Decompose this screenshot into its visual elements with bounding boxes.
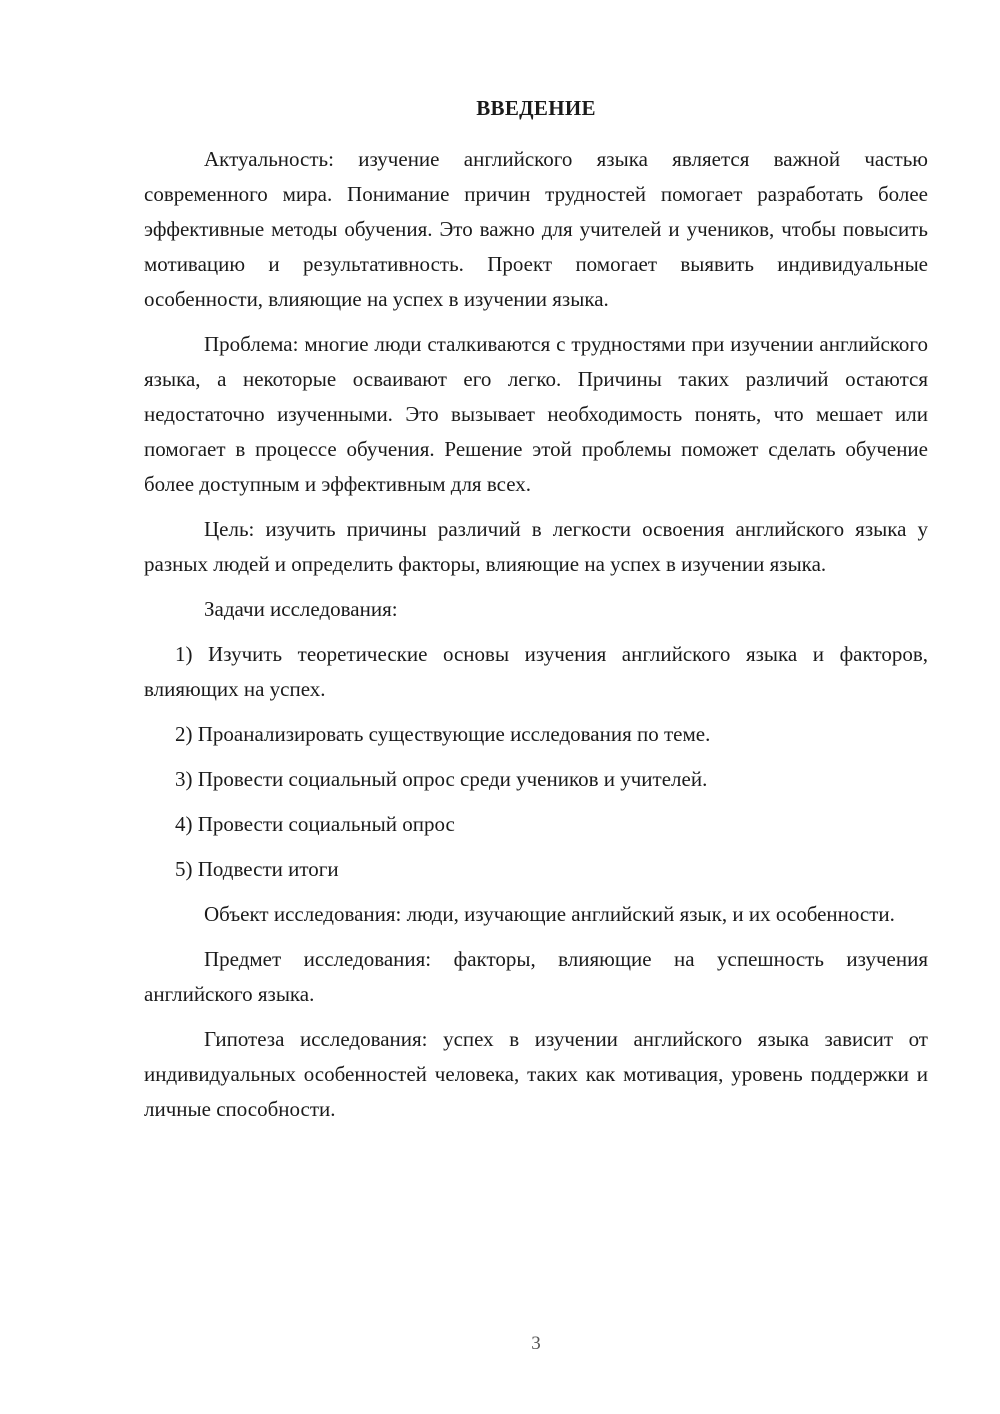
paragraph-goal: Цель: изучить причины различий в легкости освоения английского языка у разных людей и определить факторы, влияющие на успех в изучении языка. xyxy=(144,517,928,576)
task-item: 1) Изучить теоретические основы изучения английского языка и факторов, влияющих на успех. xyxy=(144,642,928,701)
paragraph-tasks-heading: Задачи исследования: xyxy=(204,597,398,621)
paragraph-subject: Предмет исследования: факторы, влияющие на успешность изучения английского языка. xyxy=(144,947,928,1006)
paragraph-object: Объект исследования: люди, изучающие английский язык, и их особенности. xyxy=(204,902,895,926)
task-item: 5) Подвести итоги xyxy=(175,857,339,881)
page-number: 3 xyxy=(531,1333,541,1354)
task-item: 3) Провести социальный опрос среди учеников и учителей. xyxy=(175,767,708,791)
paragraph-hypothesis: Гипотеза исследования: успех в изучении английского языка зависит от индивидуальных особенностей человека, таких как мотивация, уровень поддержки и личные способности. xyxy=(144,1027,928,1121)
task-item: 4) Провести социальный опрос xyxy=(175,812,455,836)
task-item: 2) Проанализировать существующие исследования по теме. xyxy=(175,722,711,746)
page-title: ВВЕДЕНИЕ xyxy=(476,96,596,120)
paragraph-problem: Проблема: многие люди сталкиваются с трудностями при изучении английского языка, а некоторые осваивают его легко. Причины таких различий остаются недостаточно изученными. Это вызывает необходимость понять, что мешает или помогает в процессе обучения. Решение этой проблемы поможет сделать обучение более доступным и эффективным для всех. xyxy=(144,332,928,496)
paragraph-relevance: Актуальность: изучение английского языка является важной частью современного мира. Понимание причин трудностей помогает разработать более эффективные методы обучения. Это важно для учителей и учеников, чтобы повысить мотивацию и результативность. Проект помогает выявить индивидуальные особенности, влияющие на успех в изучении языка. xyxy=(144,147,928,311)
document-body xyxy=(144,142,928,1137)
